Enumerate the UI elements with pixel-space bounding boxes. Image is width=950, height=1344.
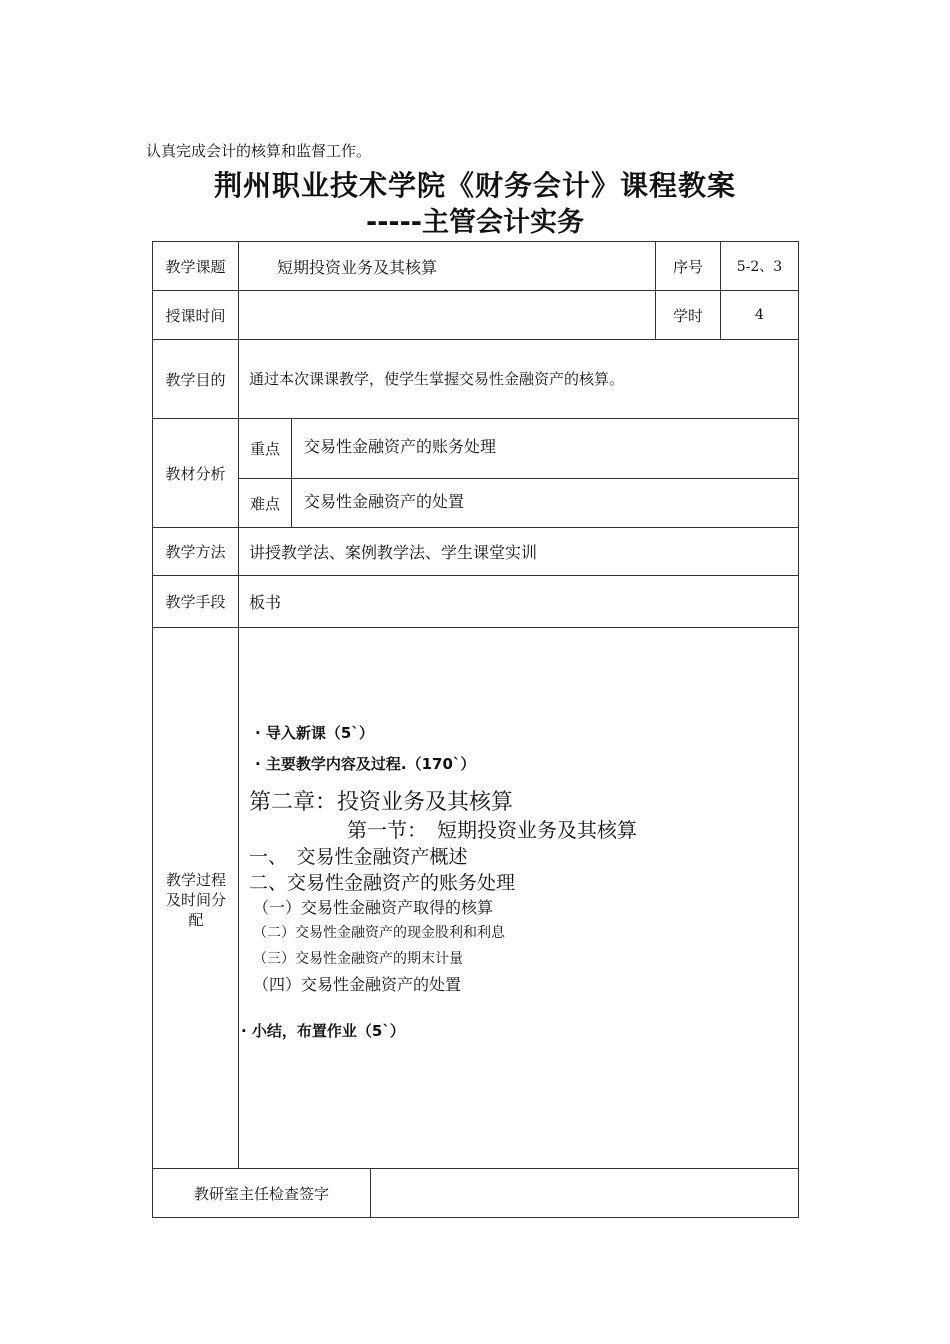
sub-item-4: （四）交易性金融资产的处置 bbox=[253, 975, 462, 994]
hours-label: 学时 bbox=[655, 290, 721, 340]
page-title: 荆州职业技术学院《财务会计》课程教案 bbox=[213, 169, 736, 202]
hours-value: 4 bbox=[720, 290, 799, 340]
method-value: 讲授教学法、案例教学法、学生课堂实训 bbox=[238, 527, 799, 576]
difficulty-label: 难点 bbox=[238, 478, 292, 528]
difficulty-cell bbox=[291, 478, 799, 528]
intro-item: · 导入新课（5`） bbox=[255, 724, 374, 742]
goal-cell bbox=[238, 339, 799, 419]
process-label: 教学过程及时间分配 bbox=[165, 871, 226, 929]
goal-value: 通过本次课课教学，使学生掌握交易性金融资产的核算。 bbox=[249, 370, 625, 388]
key-point-label: 重点 bbox=[238, 418, 292, 479]
time-label: 授课时间 bbox=[152, 290, 239, 340]
topic-label: 教学课题 bbox=[152, 241, 239, 291]
signature-label: 教研室主任检查签字 bbox=[152, 1168, 371, 1218]
time-value bbox=[238, 290, 656, 340]
material-label: 教材分析 bbox=[152, 418, 239, 528]
chapter-heading: 第二章：投资业务及其核算 bbox=[249, 790, 514, 815]
process-label-cell bbox=[152, 627, 239, 1169]
outline-item-1: 一、 交易性金融资产概述 bbox=[249, 846, 468, 868]
section-heading: 第一节： 短期投资业务及其核算 bbox=[347, 818, 637, 842]
sequence-label: 序号 bbox=[655, 241, 721, 291]
key-point-value: 交易性金融资产的账务处理 bbox=[304, 437, 497, 456]
main-item: · 主要教学内容及过程.（170`） bbox=[255, 755, 476, 773]
topic-value: 短期投资业务及其核算 bbox=[238, 241, 656, 291]
method-label: 教学方法 bbox=[152, 527, 239, 576]
summary-item: · 小结，布置作业（5`） bbox=[241, 1022, 405, 1040]
means-label: 教学手段 bbox=[152, 575, 239, 628]
sub-item-1: （一）交易性金融资产取得的核算 bbox=[253, 898, 494, 917]
difficulty-value: 交易性金融资产的处置 bbox=[304, 492, 465, 511]
intro-sentence: 认真完成会计的核算和监督工作。 bbox=[146, 142, 372, 160]
goal-label: 教学目的 bbox=[152, 339, 239, 419]
sequence-value: 5-2、3 bbox=[720, 241, 799, 291]
means-value: 板书 bbox=[238, 575, 799, 628]
page-subtitle: -----主管会计实务 bbox=[365, 207, 585, 238]
outline-item-2: 二、交易性金融资产的账务处理 bbox=[249, 872, 516, 894]
sub-item-2: （二）交易性金融资产的现金股利和利息 bbox=[253, 925, 505, 941]
key-point-cell bbox=[291, 418, 799, 479]
sub-item-3: （三）交易性金融资产的期末计量 bbox=[253, 951, 463, 967]
signature-value[interactable] bbox=[370, 1168, 799, 1218]
process-content bbox=[238, 627, 799, 1169]
